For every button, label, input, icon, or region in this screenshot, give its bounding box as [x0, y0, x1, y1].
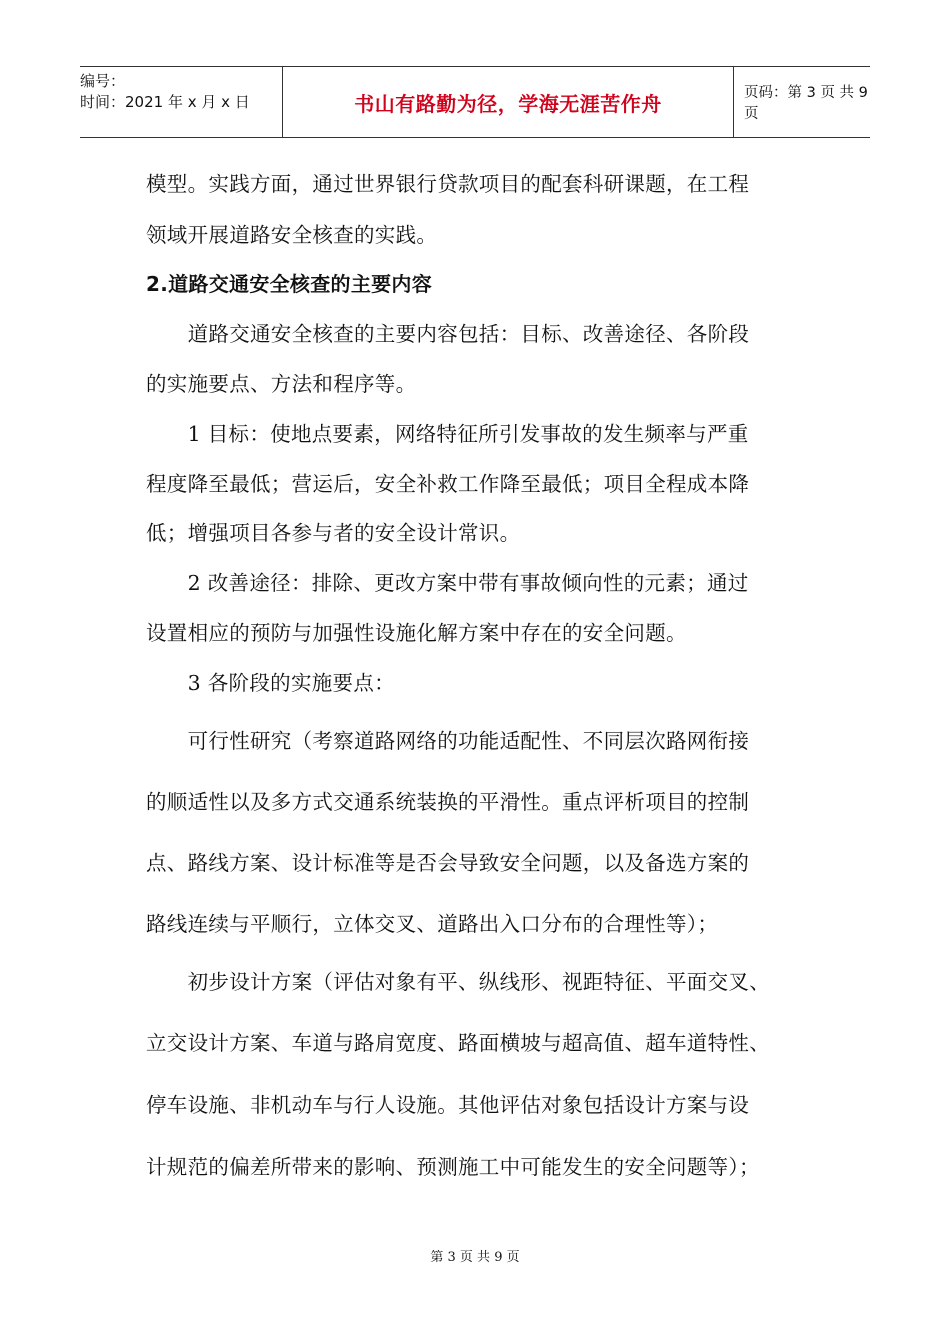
- document-header: [80, 66, 870, 138]
- body-line: 领域开展道路安全核查的实践。: [146, 223, 438, 247]
- body-line: 道路交通安全核查的主要内容包括：目标、改善途径、各阶段: [146, 322, 750, 346]
- body-line: 1 目标：使地点要素，网络特征所引发事故的发生频率与严重: [146, 422, 749, 446]
- header-page-info: 页码：第 3 页 共 9 页: [744, 85, 868, 122]
- body-line: 程度降至最低；营运后，安全补救工作降至最低；项目全程成本降: [146, 472, 750, 496]
- body-line: 低；增强项目各参与者的安全设计常识。: [146, 521, 521, 545]
- document-date-label: 时间：2021 年 x 月 x 日: [80, 93, 250, 111]
- page-footer: 第 3 页 共 9 页: [430, 1250, 520, 1265]
- body-line: 路线连续与平顺行，立体交叉、道路出入口分布的合理性等）；: [146, 912, 719, 936]
- body-line: 初步设计方案（评估对象有平、纵线形、视距特征、平面交叉、: [146, 970, 770, 994]
- section-heading: 2.道路交通安全核查的主要内容: [146, 272, 433, 296]
- body-line: 可行性研究（考察道路网络的功能适配性、不同层次路网衔接: [146, 729, 750, 753]
- body-line: 模型。实践方面，通过世界银行贷款项目的配套科研课题，在工程: [146, 172, 750, 196]
- body-line: 立交设计方案、车道与路肩宽度、路面横坡与超高值、超车道特性、: [146, 1031, 770, 1055]
- document-number-label: 编号：: [80, 72, 126, 90]
- body-line: 设置相应的预防与加强性设施化解方案中存在的安全问题。: [146, 621, 687, 645]
- body-line: 停车设施、非机动车与行人设施。其他评估对象包括设计方案与设: [146, 1093, 750, 1117]
- body-line: 的顺适性以及多方式交通系统装换的平滑性。重点评析项目的控制: [146, 790, 750, 814]
- body-line: 计规范的偏差所带来的影响、预测施工中可能发生的安全问题等）；: [146, 1155, 760, 1179]
- body-line: 的实施要点、方法和程序等。: [146, 372, 417, 396]
- body-line: 2 改善途径：排除、更改方案中带有事故倾向性的元素；通过: [146, 571, 749, 595]
- header-left-cell: [80, 67, 282, 137]
- body-line: 点、路线方案、设计标准等是否会导致安全问题，以及备选方案的: [146, 851, 750, 875]
- header-motto: 书山有路勤为径，学海无涯苦作舟: [282, 67, 734, 137]
- body-line: 3 各阶段的实施要点：: [146, 671, 395, 695]
